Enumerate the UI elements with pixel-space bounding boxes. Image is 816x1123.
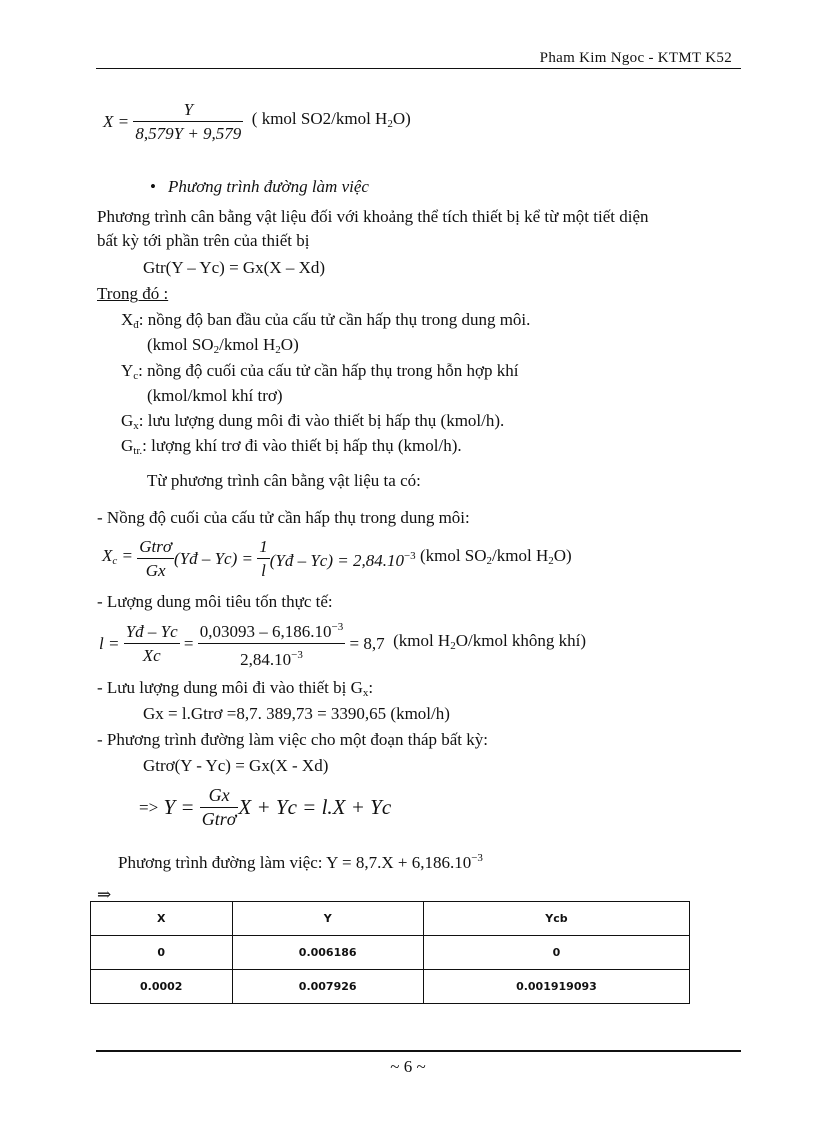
where-label: Trong đó : xyxy=(97,284,169,303)
table-header-cell: X xyxy=(91,902,233,936)
table-header-row xyxy=(91,902,690,936)
table-header-cell: Y xyxy=(232,902,423,936)
equilibrium-equation xyxy=(103,96,411,146)
balance-equation: Gtr(Y – Yc) = Gx(X – Xd) xyxy=(143,258,326,277)
page-header-author: Pham Kim Ngoc - KTMT K52 xyxy=(539,50,732,66)
working-line-eq2: => Y = $\frac{Gx}{\text{Gtrơ}}$ X + Yc = l.X + Yc xyxy=(139,784,392,829)
page-number: ~ 6 ~ xyxy=(390,1057,426,1076)
table-cell: 0 xyxy=(423,936,689,970)
header-rule xyxy=(96,68,741,69)
working-line-final: Phương trình đường làm việc: $Y = 8,7.X + 6,186.10^{-3}$ xyxy=(118,852,483,872)
eq-denominator: 8,579Y + 9,579 xyxy=(135,123,242,143)
paragraph-line-1: Phương trình cân bằng vật liệu đối với khoảng thể tích thiết bị kể từ một tiết diện xyxy=(97,207,649,226)
table-cell: 0.001919093 xyxy=(423,970,689,1004)
from-balance-text: Từ phương trình cân bằng vật liệu ta có: xyxy=(147,471,421,490)
eq-numerator: Y xyxy=(133,99,243,122)
xc-title: - Nồng độ cuối của cấu tử cần hấp thụ trong dung môi: xyxy=(97,508,470,527)
gx-calculation: Gx = l.Gtrơ =8,7. 389,73 = 3390,65 (kmol/h) xyxy=(143,704,450,723)
def-yc: $Y_c$: nồng độ cuối của cấu tử cần hấp thụ trong hỗn hợp khí xyxy=(121,361,519,382)
section-title: Phương trình đường làm việc xyxy=(167,177,369,196)
footer-rule xyxy=(96,1050,741,1052)
table-cell: 0.007926 xyxy=(232,970,423,1004)
data-table xyxy=(90,901,690,1004)
eq-fraction xyxy=(133,99,243,144)
table-row xyxy=(91,936,690,970)
def-xd-unit: (kmol $SO_2$/kmol $H_2O$) xyxy=(147,335,299,356)
eq-lhs: X = xyxy=(103,111,130,131)
table-cell: 0.0002 xyxy=(91,970,233,1004)
l-equation: l = $\frac{Yđ - Yc}{Xc}$ = $\frac{0,03093 - 6,186.10^{-3}}{2,84.10^{-3}}$ = 8,7 (kmol $H_2O$/kmol không khí) xyxy=(99,618,586,668)
working-line-eq1: Gtrơ(Y - Yc) = Gx(X - Xd) xyxy=(143,756,329,775)
gx-title: - Lưu lượng dung môi đi vào thiết bị $G_x$: xyxy=(97,678,374,699)
def-gtr: $G_{tr.}$: lượng khí trơ đi vào thiết bị hấp thụ (kmol/h). xyxy=(121,436,462,457)
eq-unit: ( kmol SO2/kmol $H_2O$) xyxy=(251,108,411,130)
l-title: - Lượng dung môi tiêu tốn thực tế: xyxy=(97,592,333,611)
section-heading xyxy=(150,176,369,197)
def-gx: $G_x$: lưu lượng dung môi đi vào thiết bị hấp thụ (kmol/h). xyxy=(121,411,505,432)
table-row xyxy=(91,970,690,1004)
implies-arrow: ⇒ xyxy=(97,885,112,904)
table-cell: 0.006186 xyxy=(232,936,423,970)
xc-equation: $X_c$ = $\frac{\text{Gtrơ}}{Gx}$ (Yđ – Yc) = $\frac{1}{l}$ (Yđ – $Yc) = 2,84.10^{-3}$ (kmol $SO_2$/kmol $H_2O$) xyxy=(102,536,572,580)
table-header-cell: Ycb xyxy=(423,902,689,936)
def-xd: $X_đ$: nồng độ ban đầu của cấu tử cần hấp thụ trong dung môi. xyxy=(121,310,531,331)
bullet-icon: • xyxy=(150,177,156,196)
working-line-title: - Phương trình đường làm việc cho một đoạn tháp bất kỳ: xyxy=(97,730,488,749)
table-cell: 0 xyxy=(91,936,233,970)
def-yc-unit: (kmol/kmol khí trơ) xyxy=(147,386,283,405)
paragraph-line-2: bất kỳ tới phần trên của thiết bị xyxy=(97,231,310,250)
